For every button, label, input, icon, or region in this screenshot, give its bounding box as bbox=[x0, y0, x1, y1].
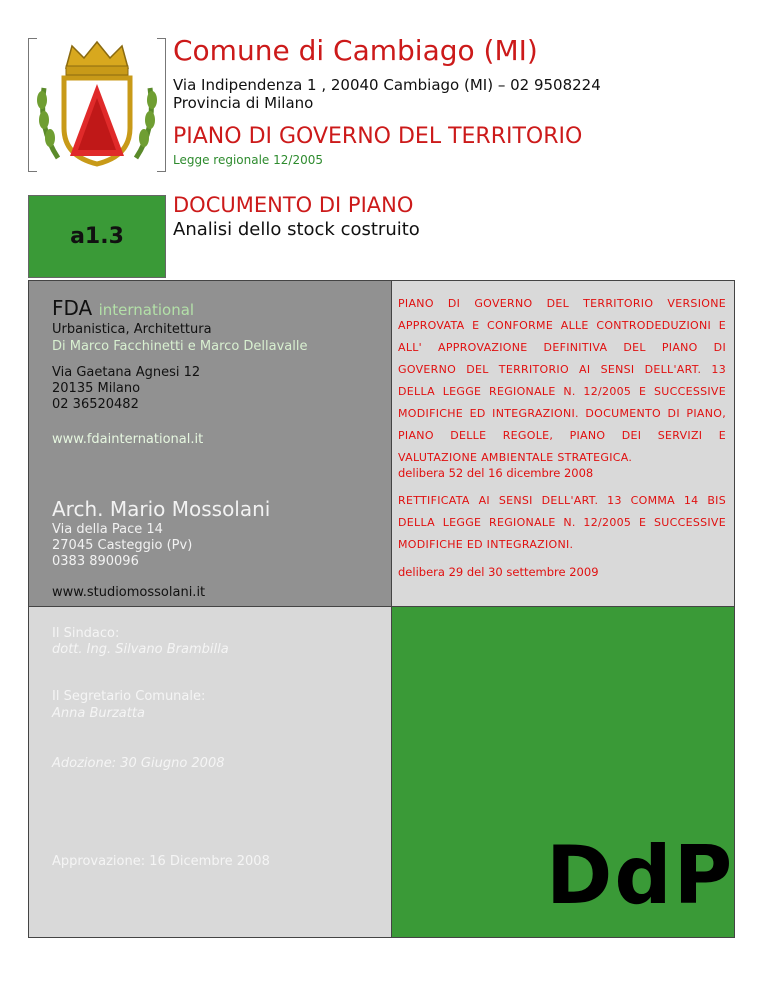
mayor-name: dott. Ing. Silvano Brambilla bbox=[52, 642, 229, 657]
fda-subtitle: Urbanistica, Architettura bbox=[52, 322, 212, 337]
fda-address bbox=[52, 365, 200, 413]
architect-name: Arch. Mario Mossolani bbox=[52, 497, 271, 521]
document-code-box bbox=[28, 195, 166, 278]
fda-address-line: Via Gaetana Agnesi 12 bbox=[52, 365, 201, 380]
fda-name-main: FDA bbox=[52, 296, 93, 320]
law-reference: Legge regionale 12/2005 bbox=[173, 153, 323, 167]
municipality-title: Comune di Cambiago (MI) bbox=[173, 34, 538, 67]
mayor-label: Il Sindaco: bbox=[52, 626, 120, 641]
architect-address-line: 27045 Casteggio (Pv) bbox=[52, 538, 193, 553]
plan-title: PIANO DI GOVERNO DEL TERRITORIO bbox=[173, 124, 583, 149]
adoption-date: Adozione: 30 Giugno 2008 bbox=[52, 756, 225, 771]
secretary-name: Anna Burzatta bbox=[52, 706, 145, 721]
approval-date: Approvazione: 16 Dicembre 2008 bbox=[52, 854, 270, 869]
approval-text: PIANO DI GOVERNO DEL TERRITORIO VERSIONE APPROVATA E CONFORME ALLE CONTRODEDUZIONI E ALL' APPROVAZIONE DEFINITIVA DEL PIANO DI GOVERNO DEL TERRITORIO AI SENSI DELL'ART. 13 DELLA LEGGE REGIONALE N. 12/2005 E SUCCESSIVE MODIFICHE ED INTEGRAZIONI. DOCUMENTO DI PIANO, PIANO DELLE REGOLE, PIANO DEI SERVIZI E VALUTAZIONE AMBIENTALE STRATEGICA. bbox=[398, 297, 726, 464]
fda-partners: Di Marco Facchinetti e Marco Dellavalle bbox=[52, 339, 308, 354]
fda-name-suffix: international bbox=[98, 301, 195, 319]
rectification-text: RETTIFICATA AI SENSI DELL'ART. 13 COMMA 14 BIS DELLA LEGGE REGIONALE N. 12/2005 E SUCCESSIVE MODIFICHE ED INTEGRAZIONI. bbox=[398, 494, 726, 551]
architect-address-line: Via della Pace 14 bbox=[52, 522, 163, 537]
municipality-address: Via Indipendenza 1 , 20040 Cambiago (MI) – 02 9508224 bbox=[173, 76, 601, 94]
document-code: a1.3 bbox=[70, 224, 124, 249]
document-title: DOCUMENTO DI PIANO bbox=[173, 193, 414, 217]
fda-website-link[interactable]: www.fdainternational.it bbox=[52, 432, 204, 447]
architect-address-line: 0383 890096 bbox=[52, 554, 139, 569]
document-subtitle: Analisi dello stock costruito bbox=[173, 219, 420, 240]
delibera-2: delibera 29 del 30 settembre 2009 bbox=[398, 565, 599, 579]
fda-name bbox=[52, 296, 194, 320]
document-badge: DdP bbox=[546, 829, 735, 922]
secretary-label: Il Segretario Comunale: bbox=[52, 689, 206, 704]
delibera-1: delibera 52 del 16 dicembre 2008 bbox=[398, 466, 594, 480]
architect-website-link[interactable]: www.studiomossolani.it bbox=[52, 585, 206, 600]
municipal-crest bbox=[28, 38, 166, 170]
province: Provincia di Milano bbox=[173, 94, 314, 112]
fda-address-line: 02 36520482 bbox=[52, 397, 139, 412]
fda-address-line: 20135 Milano bbox=[52, 381, 141, 396]
architect-address bbox=[52, 522, 192, 570]
